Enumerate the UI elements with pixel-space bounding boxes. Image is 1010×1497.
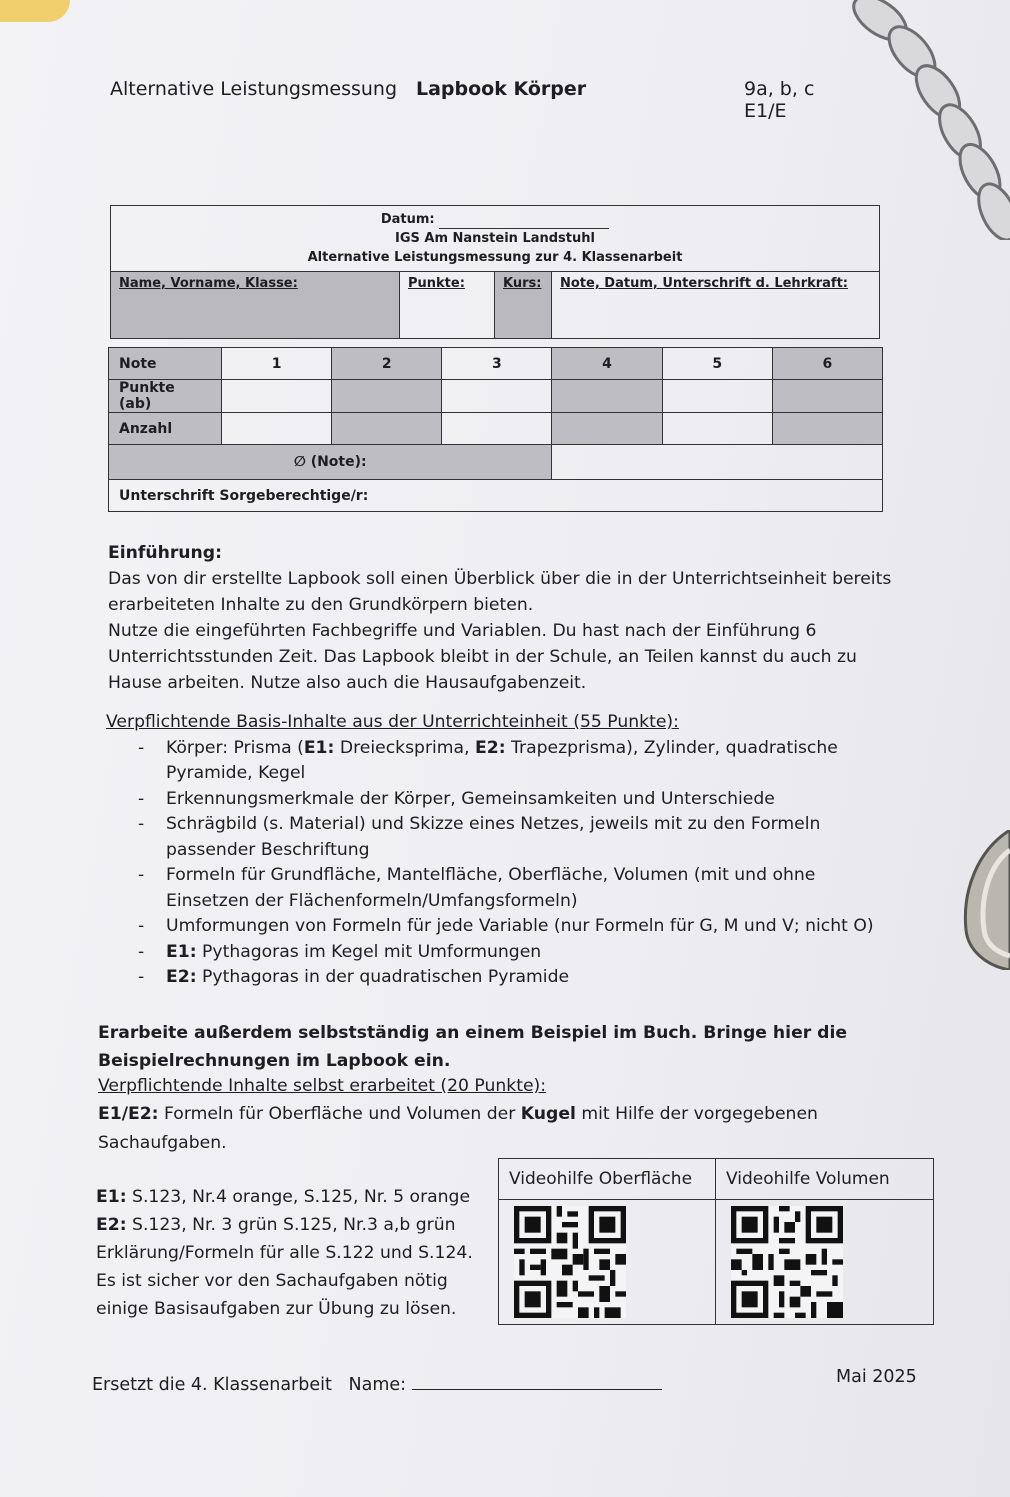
table-cell — [442, 380, 552, 413]
task-line: Es ist sicher vor den Sachaufgaben nötig — [96, 1271, 448, 1291]
intro-section — [108, 540, 891, 696]
table-cell — [332, 380, 442, 413]
list-item: - Formeln für Grundfläche, Mantelfläche, Oberfläche, Volumen (mit und ohne Einsetzen der Flächenformeln/Umfangsformeln) — [106, 863, 874, 914]
table-cell — [332, 413, 442, 445]
signature-label: Unterschrift Sorgeberechtige/r: — [109, 480, 883, 512]
extra-bold-line: Beispielrechnungen im Lapbook ein. — [98, 1051, 451, 1071]
count-row-label: Anzahl — [109, 413, 222, 445]
video-col-volume: Videohilfe Volumen — [716, 1159, 934, 1200]
list-item: - Erkennungsmerkmale der Körper, Gemeinsamkeiten und Unterschiede — [106, 787, 874, 813]
yellow-object-corner — [0, 0, 70, 22]
table-cell — [552, 380, 662, 413]
table-cell — [442, 413, 552, 445]
task-line: einige Basisaufgaben zur Übung zu lösen. — [96, 1299, 457, 1319]
grade-6: 6 — [772, 348, 882, 380]
basis-heading: Verpflichtende Basis-Inhalte aus der Unterrichteinheit (55 Punkte): — [106, 712, 679, 732]
intro-line: Nutze die eingeführten Fachbegriffe und Variablen. Du hast nach der Einführung 6 — [108, 621, 817, 641]
extra-text: E1/E2: Formeln für Oberfläche und Volumen der Kugel mit Hilfe der vorgegebenen — [98, 1104, 818, 1124]
footer-replaces: Ersetzt die 4. Klassenarbeit — [92, 1375, 332, 1395]
date-label: Datum: — [380, 212, 435, 227]
qr-code-icon[interactable] — [514, 1206, 626, 1318]
footer-name-label: Name: — [348, 1375, 407, 1395]
course-label: Kurs: — [503, 276, 542, 291]
basis-section — [106, 710, 874, 991]
list-item: - Umformungen von Formeln für jede Variable (nur Formeln für G, M und V; nicht O) — [106, 914, 874, 940]
name-label: Name, Vorname, Klasse: — [119, 276, 298, 291]
grade-5: 5 — [662, 348, 772, 380]
table-cell — [552, 413, 662, 445]
task-e2: E2: S.123, Nr. 3 grün S.125, Nr.3 a,b grün — [96, 1215, 456, 1235]
name-blank-line — [412, 1375, 662, 1390]
points-row-label: Punkte (ab) — [109, 380, 222, 413]
footer-date: Mai 2025 — [836, 1367, 917, 1387]
list-item: - E2: Pythagoras in der quadratischen Pyramide — [106, 965, 874, 991]
list-item: - Körper: Prisma (E1: Dreiecksprima, E2: Trapezprisma), Zylinder, quadratische Pyramide, Kegel — [106, 736, 874, 787]
intro-line: Das von dir erstellte Lapbook soll einen Überblick über die in der Unterrichtseinheit bereits — [108, 569, 892, 589]
intro-line: Unterrichtsstunden Zeit. Das Lapbook bleibt in der Schule, an Teilen kannst du auch zu — [108, 647, 857, 667]
header-title: Lapbook Körper — [416, 78, 587, 100]
table-cell — [222, 413, 332, 445]
extra-heading: Verpflichtende Inhalte selbst erarbeitet (20 Punkte): — [98, 1076, 547, 1096]
extra-text-cont: Sachaufgaben. — [98, 1133, 227, 1153]
chain-bracelet-icon — [820, 0, 1010, 240]
table-cell — [772, 413, 882, 445]
points-label: Punkte: — [408, 276, 465, 291]
date-blank — [439, 216, 609, 229]
qr-cell-volume — [716, 1200, 934, 1325]
teacher-label: Note, Datum, Unterschrift d. Lehrkraft: — [560, 276, 848, 291]
intro-heading: Einführung: — [108, 543, 222, 563]
list-item: - Schrägbild (s. Material) und Skizze eines Netzes, jeweils mit zu den Formeln passender Beschriftung — [106, 812, 874, 863]
average-label: ∅ (Note): — [109, 445, 552, 480]
grade-1: 1 — [222, 348, 332, 380]
header-classes: 9a, b, c E1/E — [744, 78, 815, 122]
table-cell — [772, 380, 882, 413]
table-cell — [662, 413, 772, 445]
task-e1: E1: S.123, Nr.4 orange, S.125, Nr. 5 orange — [96, 1187, 471, 1207]
grade-3: 3 — [442, 348, 552, 380]
table-cell — [662, 380, 772, 413]
grade-2: 2 — [332, 348, 442, 380]
grade-table — [108, 347, 883, 512]
grade-4: 4 — [552, 348, 662, 380]
extra-section — [98, 1018, 847, 1156]
extra-bold-line: Erarbeite außerdem selbstständig an einem Beispiel im Buch. Bringe hier die — [98, 1023, 848, 1043]
intro-line: Hause arbeiten. Nutze also auch die Hausaufgabenzeit. — [108, 673, 587, 693]
task-line: Erklärung/Formeln für alle S.122 und S.124. — [96, 1243, 473, 1263]
video-help-table — [498, 1158, 934, 1325]
ring-icon — [958, 830, 1010, 970]
tasks-section — [96, 1183, 473, 1323]
list-item: - E1: Pythagoras im Kegel mit Umformungen — [106, 940, 874, 966]
exam-title: Alternative Leistungsmessung zur 4. Klassenarbeit — [307, 250, 683, 265]
qr-code-icon[interactable] — [731, 1206, 843, 1318]
intro-line: erarbeiteten Inhalte zu den Grundkörpern bieten. — [108, 595, 534, 615]
school-name: IGS Am Nanstein Landstuhl — [395, 231, 595, 246]
average-value — [552, 445, 883, 480]
header-left: Alternative Leistungsmessung — [110, 78, 398, 100]
footer-left — [92, 1375, 662, 1395]
note-row-label: Note — [109, 348, 222, 380]
table-cell — [222, 380, 332, 413]
info-box — [110, 205, 880, 339]
qr-cell-surface — [499, 1200, 716, 1325]
video-col-surface: Videohilfe Oberfläche — [499, 1159, 716, 1200]
